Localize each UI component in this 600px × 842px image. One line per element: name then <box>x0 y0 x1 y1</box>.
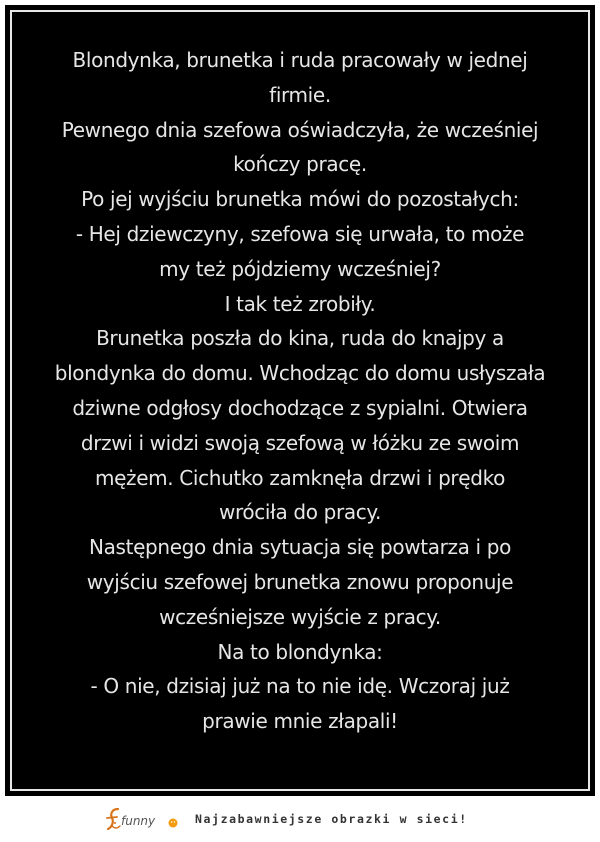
joke-line: mężem. Cichutko zamknęła drzwi i prędko <box>94 465 506 490</box>
joke-line: Pewnego dnia szefowa oświadczyła, że wcześniej <box>61 117 539 142</box>
joke-image <box>5 5 595 796</box>
joke-text <box>5 43 595 739</box>
joke-line: - O nie, dzisiaj już na to nie idę. Wczoraj już <box>90 674 510 699</box>
joke-line: Następnego dnia sytuacja się powtarza i po <box>89 535 511 560</box>
joke-line: Brunetka poszła do kina, ruda do knajpy a <box>96 326 504 351</box>
joke-line: Na to blondynka: <box>217 639 383 664</box>
footer-bar <box>0 796 600 842</box>
joke-line: - Hej dziewczyny, szefowa się urwała, to może <box>75 221 525 246</box>
joke-line: firmie. <box>269 82 331 107</box>
joke-line: Po jej wyjściu brunetka mówi do pozostałych: <box>81 187 519 212</box>
joke-line: prawie mnie złapali! <box>202 709 398 734</box>
joke-line: dziwne odgłosy dochodzące z sypialni. Otwiera <box>72 395 528 420</box>
funny-logo <box>106 806 180 834</box>
joke-line: wróciła do pracy. <box>218 500 382 525</box>
joke-line: I tak też zrobiły. <box>224 291 376 316</box>
logo-text: funny <box>121 814 156 828</box>
joke-line: kończy pracę. <box>233 152 367 177</box>
tagline: Najzabawniejsze obrazki w sieci! <box>195 812 468 826</box>
joke-line: drzwi i widzi swoją szefową w łóżku ze swoim <box>80 430 520 455</box>
joke-line: wyjściu szefowej brunetka znowu proponuje <box>86 569 514 594</box>
joke-line: Blondynka, brunetka i ruda pracowały w jednej <box>72 48 528 72</box>
joke-line: my też pójdziemy wcześniej? <box>159 256 441 281</box>
joke-line: wcześniejsze wyjście z pracy. <box>159 604 441 629</box>
joke-line: blondynka do domu. Wchodząc do domu usłyszała <box>54 361 546 386</box>
